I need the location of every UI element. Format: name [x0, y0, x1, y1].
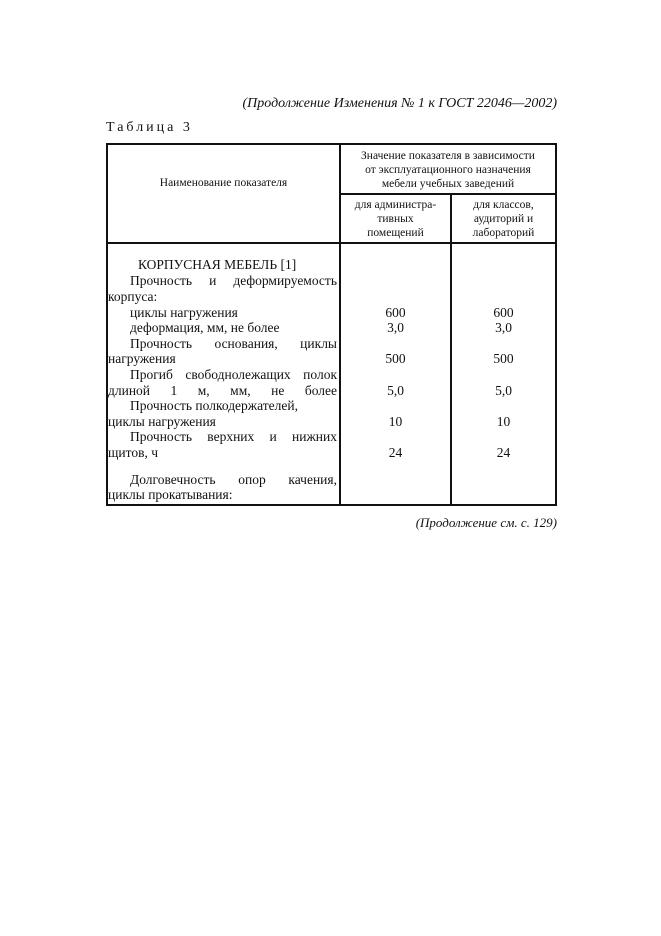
table-divider	[339, 193, 555, 195]
table-row	[108, 351, 555, 367]
header-admin-premises	[341, 198, 450, 240]
header-classrooms	[452, 198, 555, 240]
value-classrooms: 500	[493, 351, 514, 366]
table-row	[108, 414, 555, 430]
header-value-group-line: Значение показателя в зависимости	[361, 150, 535, 162]
continuation-footer-note: (Продолжение см. с. 129)	[415, 515, 557, 530]
row-label: Прочность полкодержателей,	[130, 398, 298, 413]
value-classrooms: 10	[496, 414, 511, 429]
value-admin: 5,0	[387, 383, 404, 398]
row-label: Долговечность опор качения,	[130, 472, 337, 487]
value-admin: 600	[385, 305, 406, 320]
row-label: циклы прокатывания:	[108, 487, 233, 502]
header-admin-premises-line: для администра-	[354, 199, 437, 211]
table-row	[108, 383, 555, 399]
table-row	[108, 398, 555, 414]
value-admin: 10	[388, 414, 403, 429]
row-label: циклы нагружения	[108, 414, 216, 429]
value-admin: 24	[388, 445, 403, 460]
table-row	[108, 305, 555, 321]
table-row	[108, 445, 555, 461]
row-label: корпуса:	[108, 289, 158, 304]
value-classrooms: 5,0	[495, 383, 512, 398]
value-admin: 500	[385, 351, 406, 366]
table-row	[108, 429, 555, 445]
table-row	[108, 472, 555, 488]
row-label: Прочность основания, циклы	[130, 336, 337, 351]
row-label: Прочность и деформируемость	[130, 273, 337, 288]
row-label: циклы нагружения	[130, 305, 238, 320]
table-row	[108, 320, 555, 336]
header-admin-premises-line: помещений	[367, 227, 424, 239]
table-row	[108, 289, 555, 305]
row-label: Прогиб свободнолежащих полок	[130, 367, 337, 382]
table-row	[108, 273, 555, 289]
row-label: нагружения	[108, 351, 176, 366]
table-row	[108, 336, 555, 352]
header-value-group-line: от эксплуатационного назначения	[365, 164, 531, 176]
value-classrooms: 3,0	[495, 320, 512, 335]
header-value-group-line: мебели учебных заведений	[381, 178, 515, 190]
header-admin-premises-line: тивных	[377, 213, 414, 225]
value-classrooms: 24	[496, 445, 511, 460]
header-indicator-name: Наименование показателя	[159, 177, 288, 189]
value-classrooms: 600	[493, 305, 514, 320]
header-classrooms-line: аудиторий и	[473, 213, 534, 225]
header-classrooms-line: для классов,	[473, 199, 534, 211]
row-label: деформация, мм, не более	[130, 320, 280, 335]
header-value-group	[341, 149, 555, 191]
table-row	[108, 367, 555, 383]
row-label: длиной 1 м, мм, не более	[108, 383, 337, 398]
continuation-header-note: (Продолжение Изменения № 1 к ГОСТ 22046—2002)	[242, 96, 557, 111]
table-row	[108, 257, 555, 273]
row-label: КОРПУСНАЯ МЕБЕЛЬ [1]	[138, 257, 297, 272]
table-divider	[108, 242, 555, 244]
value-admin: 3,0	[387, 320, 404, 335]
indicators-table	[106, 143, 557, 506]
header-classrooms-line: лабораторий	[472, 227, 535, 239]
row-label: Прочность верхних и нижних	[130, 429, 337, 444]
table-caption: Таблица 3	[106, 120, 193, 135]
table-row	[108, 487, 555, 503]
row-label: щитов, ч	[108, 445, 159, 460]
